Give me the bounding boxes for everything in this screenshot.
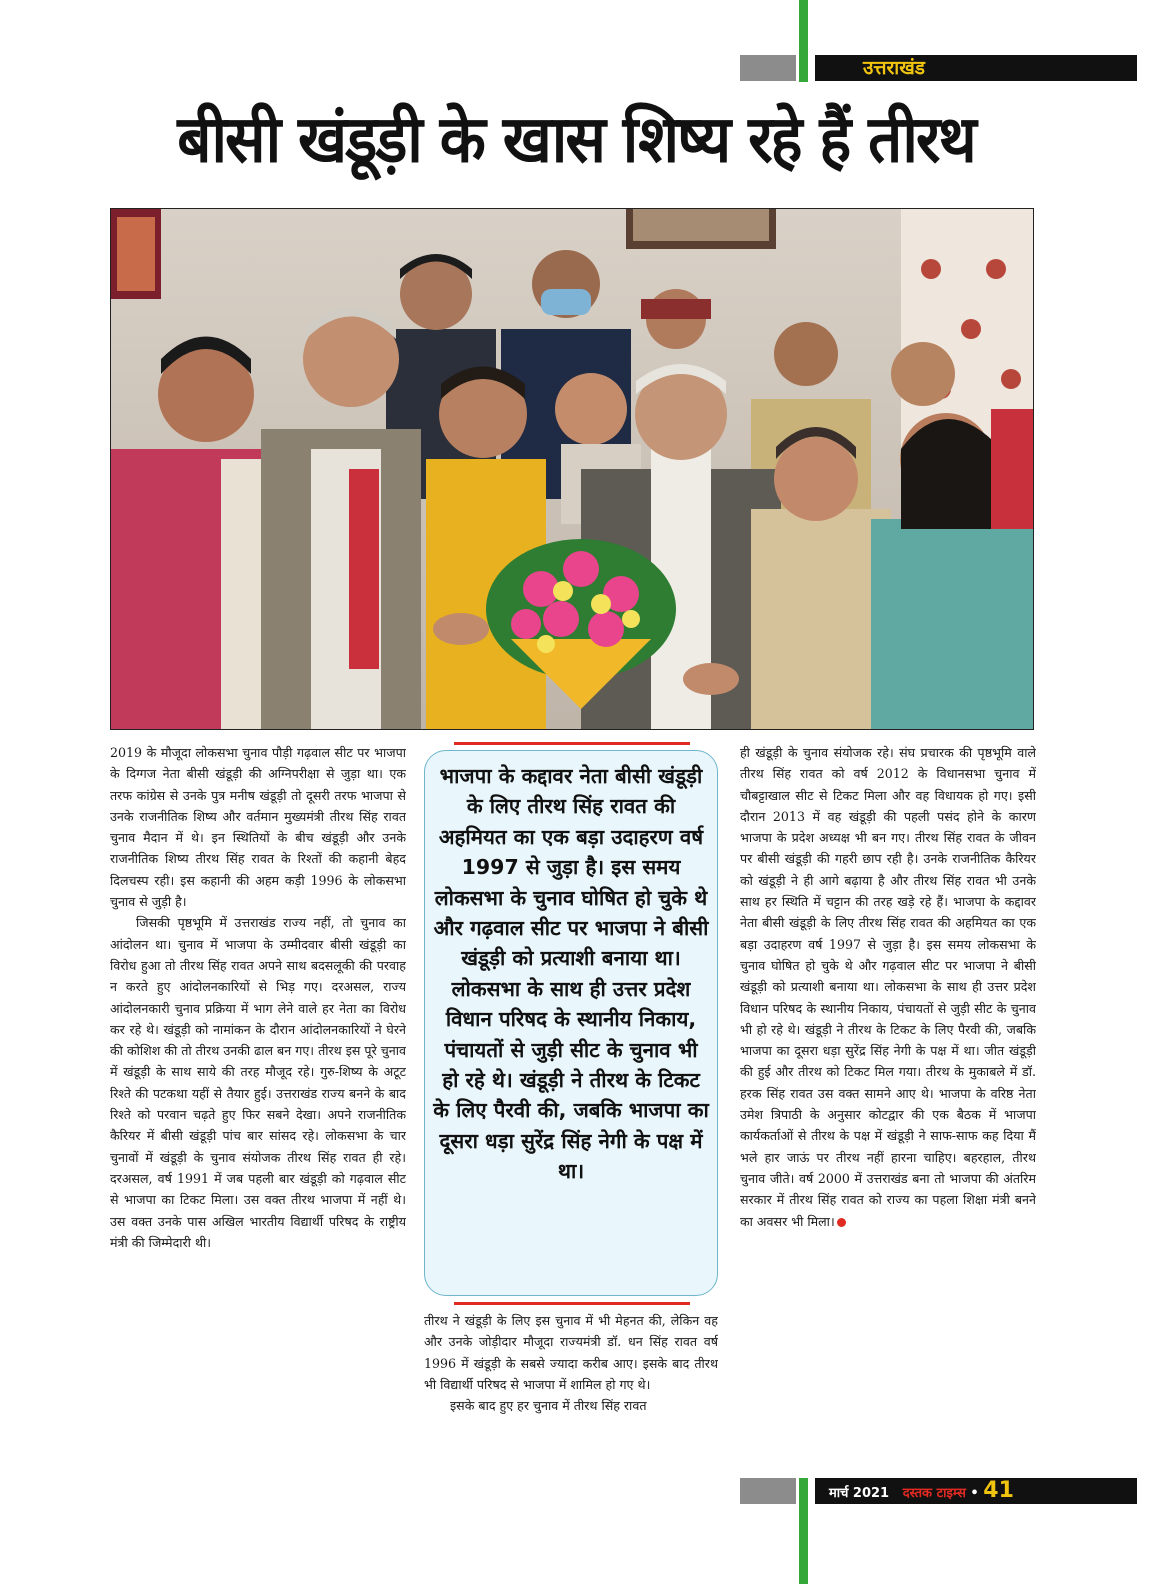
article-paragraph: इसके बाद हुए हर चुनाव में तीरथ सिंह रावत xyxy=(450,1398,647,1414)
article-column-1 xyxy=(110,742,406,1462)
pull-quote-top-rule xyxy=(454,742,690,745)
article-paragraph: तीरथ ने खंडूड़ी के लिए इस चुनाव में भी मेहनत की, लेकिन वह और उनके जोड़ीदार मौजूदा राज्यमंत्री डॉ. धन सिंह रावत वर्ष 1996 में खंडूड़ी के सबसे ज्यादा करीब आए। इसके बाद तीरथ भी विद्यार्थी परिषद से भाजपा में शामिल हो गए थे। xyxy=(424,1313,718,1392)
headline: बीसी खंडूड़ी के खास शिष्य रहे हैं तीरथ xyxy=(177,102,975,178)
photo-illustration xyxy=(111,209,1034,730)
footer-separator: • xyxy=(970,1486,979,1501)
footer-date: मार्च 2021 xyxy=(829,1486,890,1501)
news-photo xyxy=(110,208,1034,730)
article-paragraph: जिसकी पृष्ठभूमि में उत्तराखंड राज्य नहीं, तो चुनाव का आंदोलन था। चुनाव में भाजपा के उम्मीदवार बीसी खंडूड़ी का विरोध हुआ तो तीरथ सिंह रावत अपने साथ बदसलूकी की परवाह न करते हुए आंदोलनकारियों से भिड़ गए। दरअसल, राज्य आंदोलनकारी चुनाव प्रक्रिया में भाग लेने वाले हर नेता का विरोध कर रहे थे। खंडूड़ी को नामांकन के दौरान आंदोलनकारियों ने घेरने की कोशिश की तो तीरथ उनकी ढाल बन गए। तीरथ इस पूरे चुनाव में खंडूड़ी के साथ साये की तरह मौजूद रहे। गुरु-शिष्य के अटूट रिश्ते की पटकथा यहीं से तैयार हुई। उत्तराखंड राज्य बनने के बाद रिश्ते को परवान चढ़ते हुए फिर सबने देखा। अपने राजनीतिक कैरियर में बीसी खंडूड़ी पांच बार सांसद रहे। लोकसभा के चार चुनावों में खंडूड़ी के चुनाव संयोजक तीरथ सिंह रावत ही रहे। दरअसल, वर्ष 1991 में जब पहली बार खंडूड़ी को गढ़वाल सीट से भाजपा का टिकट मिला। उस वक्त तीरथ भाजपा में नहीं थे। उस वक्त उनके पास अखिल भारतीय विद्यार्थी परिषद के राष्ट्रीय मंत्री की जिम्मेदारी थी। xyxy=(110,915,406,1250)
footer-green-rule xyxy=(799,1478,808,1584)
article-text: ही खंडूड़ी के चुनाव संयोजक रहे। संघ प्रचारक की पृष्ठभूमि वाले तीरथ सिंह रावत को वर्ष 2012 के विधानसभा चुनाव में चौबट्टाखाल सीट से टिकट मिला और वह विधायक हो गए। इसी दौरान 2013 में वह खंडूड़ी की पहली पसंद होने के कारण भाजपा के प्रदेश अध्यक्ष भी बन गए। तीरथ सिंह रावत के जीवन पर बीसी खंडूड़ी की गहरी छाप रही है। उनके राजनीतिक कैरियर को खंडूड़ी ने ही आगे बढ़ाया है और तीरथ सिंह रावत भी उनके साथ हर स्थिति में चट्टान की तरह खड़े रहे हैं। भाजपा के कद्दावर नेता बीसी खंडूड़ी के लिए तीरथ सिंह रावत की अहमियत का एक बड़ा उदाहरण वर्ष 1997 से जुड़ा है। इस समय लोकसभा के चुनाव घोषित हो चुके थे और गढ़वाल सीट पर भाजपा ने बीसी खंडूड़ी को प्रत्याशी बनाया था। लोकसभा के साथ ही उत्तर प्रदेश विधान परिषद के स्थानीय निकाय, पंचायतों से जुड़ी सीट के चुनाव भी हो रहे थे। खंडूड़ी ने तीरथ के टिकट के लिए पैरवी की, जबकि भाजपा का दूसरा धड़ा सुरेंद्र सिंह नेगी के पक्ष में था। जीत खंडूड़ी की हुई और तीरथ को टिकट मिल गया। तीरथ के मुकाबले में डॉ. हरक सिंह रावत उस वक्त सामने आए थे। भाजपा के वरिष्ठ नेता उमेश त्रिपाठी के अनुसार कोटद्वार की एक बैठक में भाजपा कार्यकर्ताओं से तीरथ के पक्ष में खंडूड़ी ने साफ-साफ कह दिया मैं भले हार जाऊं पर तीरथ नहीं हारना चाहिए। बहरहाल, तीरथ चुनाव जीते। वर्ष 2000 में उत्तराखंड बना तो भाजपा की अंतरिम सरकार में तीरथ सिंह रावत को राज्य का पहला शिक्षा मंत्री बनने का अवसर भी मिला। xyxy=(740,745,1036,1229)
magazine-name: दस्तक टाइम्स xyxy=(902,1486,966,1501)
footer-bar xyxy=(815,1478,1137,1504)
footer-gray-bar xyxy=(740,1478,796,1504)
article-paragraph xyxy=(740,742,1036,1232)
article-column-3 xyxy=(740,742,1036,1462)
article-column-2 xyxy=(424,1310,718,1460)
pull-quote-bottom-rule xyxy=(454,1302,690,1305)
page-number: 41 xyxy=(983,1478,1014,1503)
header-gray-bar xyxy=(740,55,796,81)
pull-quote: भाजपा के कद्दावर नेता बीसी खंडूड़ी के लिए तीरथ सिंह रावत की अहमियत का एक बड़ा उदाहरण वर्ष 1997 से जुड़ा है। इस समय लोकसभा के चुनाव घोषित हो चुके थे और गढ़वाल सीट पर भाजपा ने बीसी खंडूड़ी को प्रत्याशी बनाया था। लोकसभा के साथ ही उत्तर प्रदेश विधान परिषद के स्थानीय निकाय, पंचायतों से जुड़ी सीट के चुनाव भी हो रहे थे। खंडूड़ी ने तीरथ के टिकट के लिए पैरवी की, जबकि भाजपा का दूसरा धड़ा सुरेंद्र सिंह नेगी के पक्ष में था। xyxy=(424,750,718,1296)
end-mark-icon xyxy=(837,1218,846,1227)
article-paragraph: 2019 के मौजूदा लोकसभा चुनाव पौड़ी गढ़वाल सीट पर भाजपा के दिग्गज नेता बीसी खंडूड़ी की अग्निपरीक्षा से जुड़ा था। एक तरफ कांग्रेस से उनके पुत्र मनीष खंडूड़ी तो दूसरी तरफ भाजपा से उनके राजनीतिक शिष्य और वर्तमान मुख्यमंत्री तीरथ सिंह रावत चुनाव मैदान में थे। इन स्थितियों के बीच खंडूड़ी और उनके राजनीतिक शिष्य तीरथ सिंह रावत के रिश्तों की कहानी बेहद दिलचस्प रही। इस कहानी की अहम कड़ी 1996 के लोकसभा चुनाव से जुड़ी है। xyxy=(110,745,406,910)
section-label: उत्तराखंड xyxy=(815,55,1137,81)
header-green-rule xyxy=(799,0,808,82)
